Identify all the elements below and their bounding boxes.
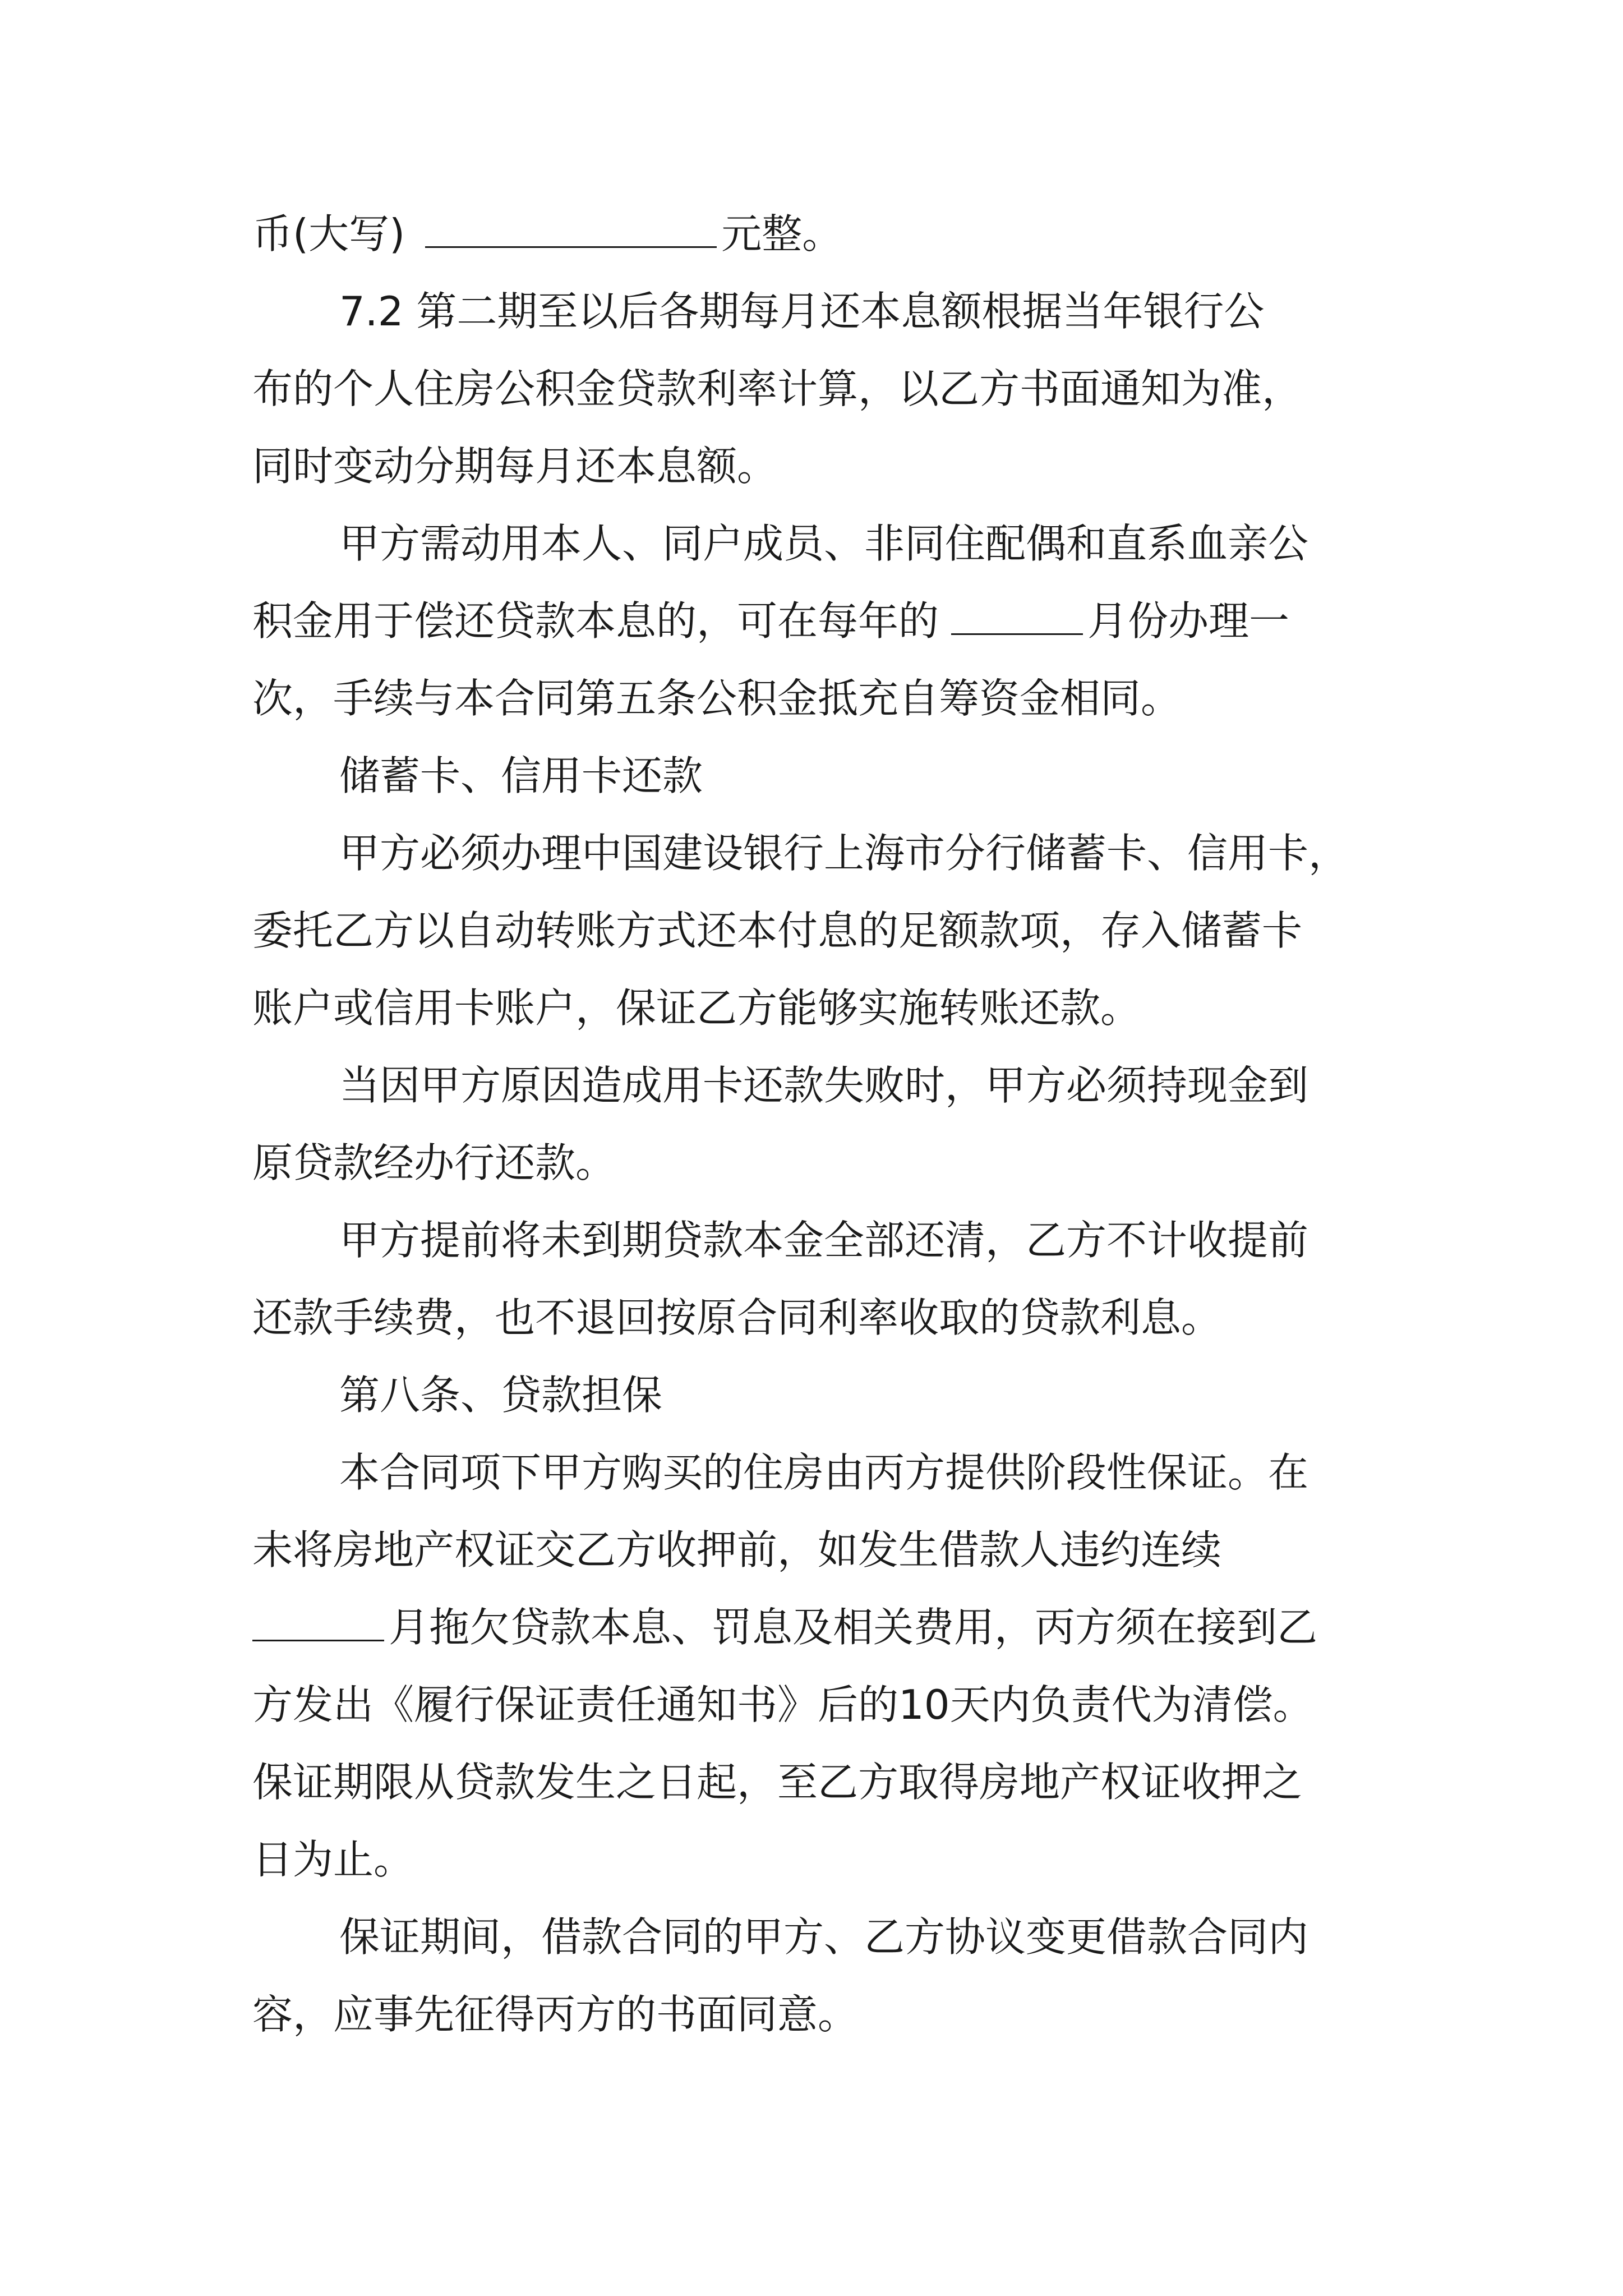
text-line: 布的个人住房公积金贷款利率计算，以乙方书面通知为准， bbox=[252, 365, 1303, 412]
text-line: 方发出《履行保证责任通知书》后的10天内负责代为清偿。 bbox=[252, 1681, 1313, 1728]
fill-in-blank bbox=[951, 599, 1083, 635]
text-line: 未将房地产权证交乙方收押前，如发生借款人违约连续 bbox=[252, 1526, 1222, 1573]
text-line: 同时变动分期每月还本息额。 bbox=[252, 443, 778, 490]
section-heading: 储蓄卡、信用卡还款 bbox=[339, 752, 703, 799]
text-segment: 月拖欠贷款本息、罚息及相关费用，丙方须在接到乙 bbox=[389, 1604, 1318, 1651]
text-line: 原贷款经办行还款。 bbox=[252, 1139, 616, 1186]
text-line bbox=[252, 596, 1289, 646]
text-line: 保证期限从贷款发生之日起，至乙方取得房地产权证收押之 bbox=[252, 1759, 1303, 1806]
text-line: 账户或信用卡账户，保证乙方能够实施转账还款。 bbox=[252, 984, 1141, 1032]
text-line: 日为止。 bbox=[252, 1836, 414, 1883]
text-line: 当因甲方原因造成用卡还款失败时，甲方必须持现金到 bbox=[339, 1062, 1309, 1109]
text-segment: 积金用于偿还贷款本息的，可在每年的 bbox=[252, 597, 939, 645]
section-heading: 第八条、贷款担保 bbox=[339, 1372, 663, 1419]
text-line: 保证期间，借款合同的甲方、乙方协议变更借款合同内 bbox=[339, 1913, 1309, 1961]
text-line bbox=[252, 209, 842, 259]
text-line bbox=[252, 1602, 1317, 1653]
text-line: 7.2 第二期至以后各期每月还本息额根据当年银行公 bbox=[339, 288, 1265, 335]
text-line: 甲方提前将未到期贷款本金全部还清，乙方不计收提前 bbox=[339, 1217, 1309, 1264]
text-segment: 币(大写) bbox=[252, 210, 405, 257]
text-segment: 月份办理一 bbox=[1087, 597, 1290, 645]
text-line: 容，应事先征得丙方的书面同意。 bbox=[252, 1991, 859, 2038]
text-line: 还款手续费，也不退回按原合同利率收取的贷款利息。 bbox=[252, 1294, 1222, 1341]
text-line: 次，手续与本合同第五条公积金抵充自筹资金相同。 bbox=[252, 675, 1182, 722]
text-line: 甲方必须办理中国建设银行上海市分行储蓄卡、信用卡， bbox=[339, 830, 1349, 877]
text-line: 本合同项下甲方购买的住房由丙方提供阶段性保证。在 bbox=[339, 1449, 1309, 1496]
fill-in-blank bbox=[252, 1605, 384, 1641]
fill-in-blank bbox=[425, 211, 717, 248]
text-line: 委托乙方以自动转账方式还本付息的足额款项，存入储蓄卡 bbox=[252, 907, 1303, 954]
text-line: 甲方需动用本人、同户成员、非同住配偶和直系血亲公 bbox=[339, 520, 1309, 567]
text-segment: 元整。 bbox=[721, 210, 843, 257]
